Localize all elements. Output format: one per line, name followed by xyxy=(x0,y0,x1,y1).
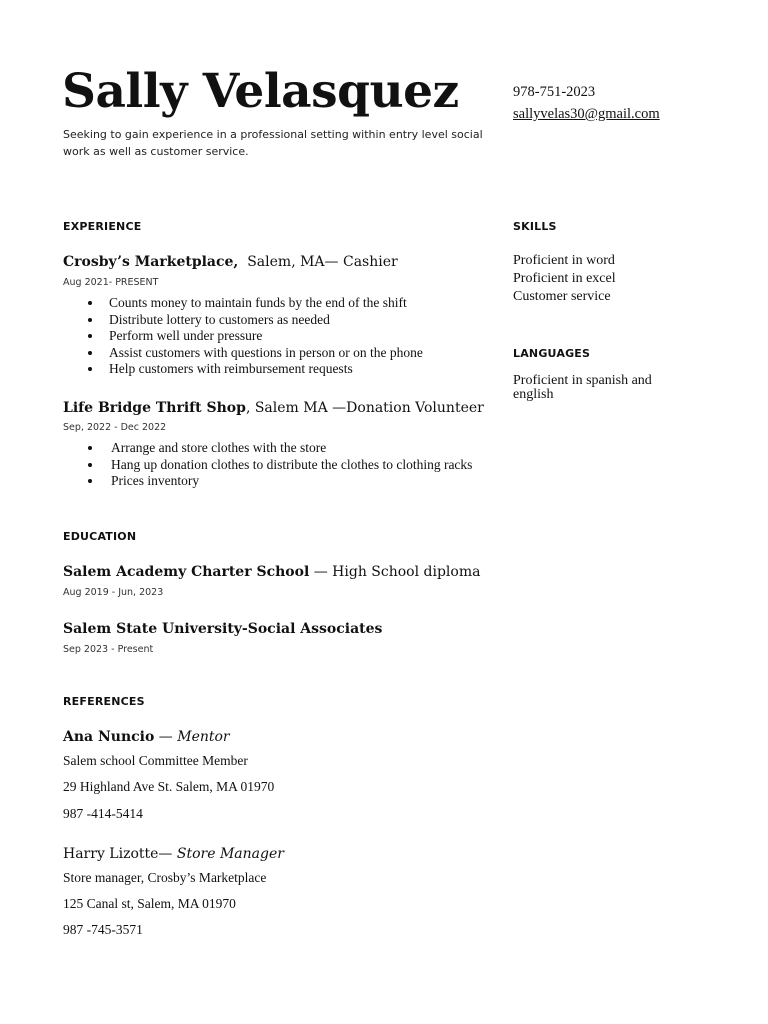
reference-role: Mentor xyxy=(177,729,230,745)
reference-line: 987 -745-3571 xyxy=(63,922,143,937)
reference-line: Store manager, Crosby’s Marketplace xyxy=(63,870,267,885)
list-item: Counts money to maintain funds by the end of the shift xyxy=(85,295,423,312)
languages-heading: LANGUAGES xyxy=(513,347,591,360)
job-dates: Aug 2021- PRESENT xyxy=(63,277,159,288)
experience-heading: EXPERIENCE xyxy=(63,220,142,233)
email-link[interactable]: sallyvelas30@gmail.com xyxy=(513,106,660,122)
job-duties-list xyxy=(85,440,472,490)
job-title-1 xyxy=(63,253,398,271)
job-details: , Salem MA —Donation Volunteer xyxy=(245,400,484,416)
reference-separator: — xyxy=(154,729,178,745)
reference-person: Harry Lizotte xyxy=(63,846,159,862)
employer-name: Life Bridge Thrift Shop xyxy=(63,400,246,416)
references-heading: REFERENCES xyxy=(63,695,145,708)
skill-item: Proficient in excel xyxy=(513,271,616,286)
employer-name: Crosby’s Marketplace, xyxy=(63,254,239,270)
objective-statement: Seeking to gain experience in a professional setting within entry level social work as well as customer service. xyxy=(63,128,483,158)
job-duties-list xyxy=(85,295,423,378)
reference-line: 29 Highland Ave St. Salem, MA 01970 xyxy=(63,779,275,794)
school-entry-2 xyxy=(63,620,382,638)
reference-person: Ana Nuncio xyxy=(63,729,155,745)
list-item: Help customers with reimbursement requests xyxy=(85,361,423,378)
school-details: — High School diploma xyxy=(309,564,481,580)
school-dates: Aug 2019 - Jun, 2023 xyxy=(63,587,164,598)
reference-name-2 xyxy=(63,845,284,863)
school-name: Salem Academy Charter School xyxy=(63,564,310,580)
list-item: Prices inventory xyxy=(85,473,472,490)
list-item: Distribute lottery to customers as needed xyxy=(85,312,423,329)
job-details: Salem, MA— Cashier xyxy=(238,254,398,270)
skill-item: Customer service xyxy=(513,289,611,304)
job-title-2 xyxy=(63,399,484,417)
job-dates: Sep, 2022 - Dec 2022 xyxy=(63,422,167,433)
list-item: Assist customers with questions in person or on the phone xyxy=(85,345,423,362)
reference-line: Salem school Committee Member xyxy=(63,753,248,768)
school-name: Salem State University-Social Associates xyxy=(63,621,383,637)
skills-list xyxy=(513,252,616,306)
reference-line: 987 -414-5414 xyxy=(63,806,143,821)
languages-text: Proficient in spanish and english xyxy=(513,373,652,402)
school-entry-1 xyxy=(63,563,480,581)
school-dates: Sep 2023 - Present xyxy=(63,644,154,655)
list-item: Perform well under pressure xyxy=(85,328,423,345)
reference-separator: — xyxy=(158,846,177,862)
skill-item: Proficient in word xyxy=(513,253,615,268)
list-item: Arrange and store clothes with the store xyxy=(85,440,472,457)
list-item: Hang up donation clothes to distribute the clothes to clothing racks xyxy=(85,457,472,474)
education-heading: EDUCATION xyxy=(63,530,137,543)
skills-heading: SKILLS xyxy=(513,220,557,233)
reference-name-1 xyxy=(63,728,230,746)
reference-role: Store Manager xyxy=(176,846,284,862)
phone-number: 978-751-2023 xyxy=(513,84,596,100)
reference-line: 125 Canal st, Salem, MA 01970 xyxy=(63,896,236,911)
resume-name: Sally Velasquez xyxy=(62,64,459,119)
contact-info xyxy=(513,81,660,125)
